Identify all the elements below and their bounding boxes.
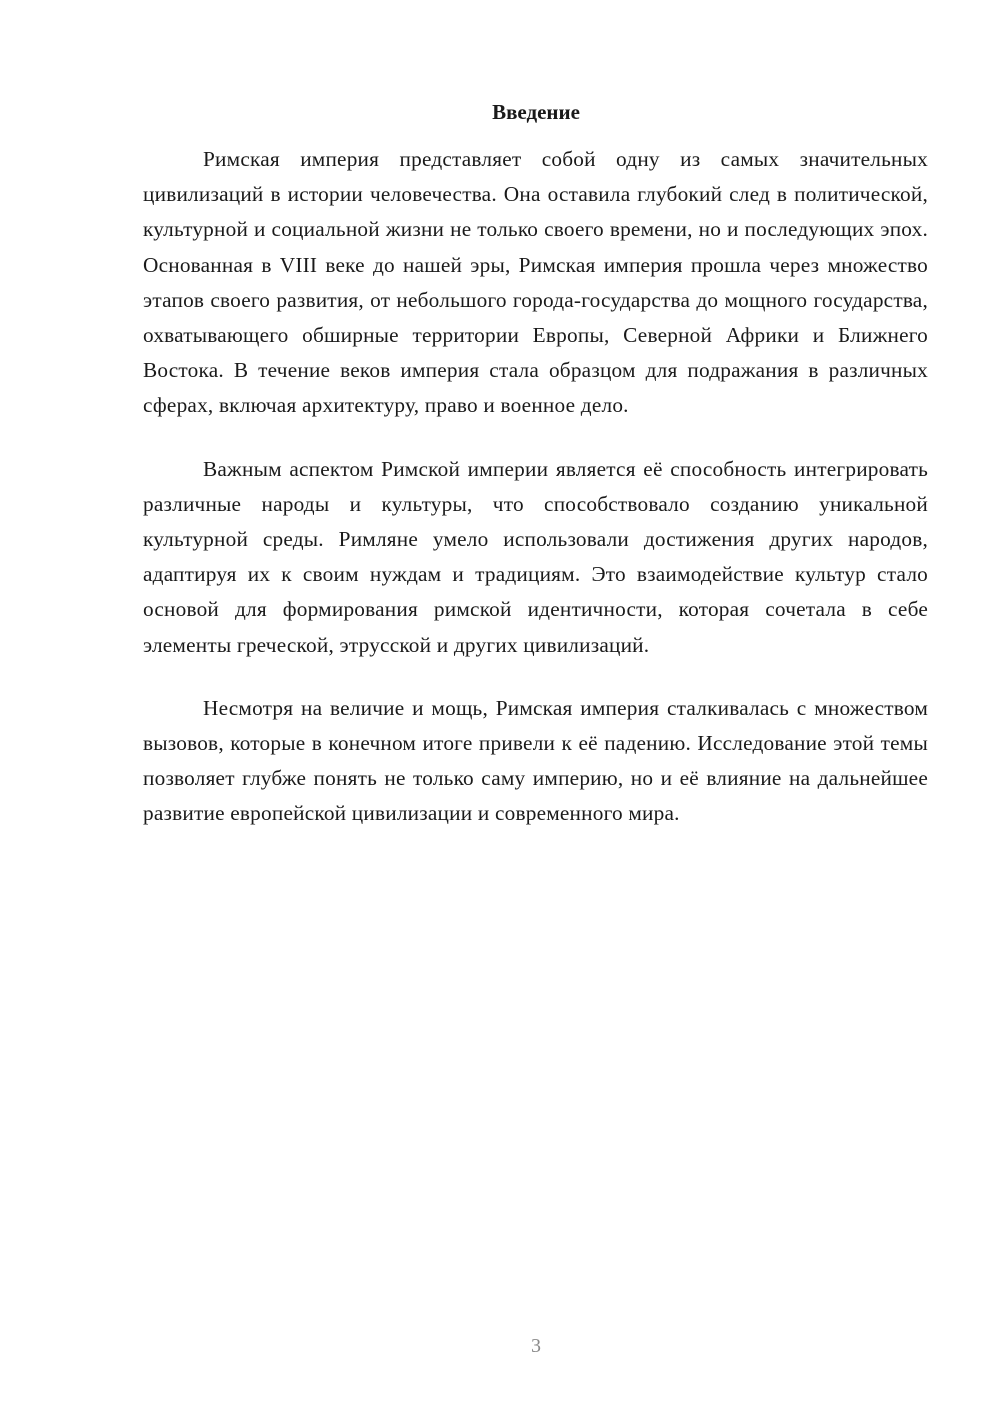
section-heading: Введение: [492, 100, 580, 124]
paragraph-3: Несмотря на величие и мощь, Римская империя сталкивалась с множеством вызовов, которые в конечном итоге привели к её падению. Исследование этой темы позволяет глубже понять не только саму империю, но и её влияние на дальнейшее развитие европейской цивилизации и современного мира.: [143, 695, 928, 826]
paragraph-1: Римская империя представляет собой одну из самых значительных цивилизаций в истории человечества. Она оставила глубокий след в политической, культурной и социальной жизни не только своего времени, но и последующих эпох. Основанная в VIII веке до нашей эры, Римская империя прошла через множество этапов своего развития, от небольшого города-государства до мощного государства, охватывающего обширные территории Европы, Северной Африки и Ближнего Востока. В течение веков империя стала образцом для подражания в различных сферах, включая архитектуру, право и военное дело.: [143, 147, 928, 418]
page-number: 3: [531, 1335, 541, 1357]
body-text: [143, 142, 928, 860]
paragraph-2: Важным аспектом Римской империи является её способность интегрировать различные народы и культуры, что способствовало созданию уникальной культурной среды. Римляне умело использовали достижения других народов, адаптируя их к своим нуждам и традициям. Это взаимодействие культур стало основой для формирования римской идентичности, которая сочетала в себе элементы греческой, этрусской и других цивилизаций.: [143, 456, 928, 657]
